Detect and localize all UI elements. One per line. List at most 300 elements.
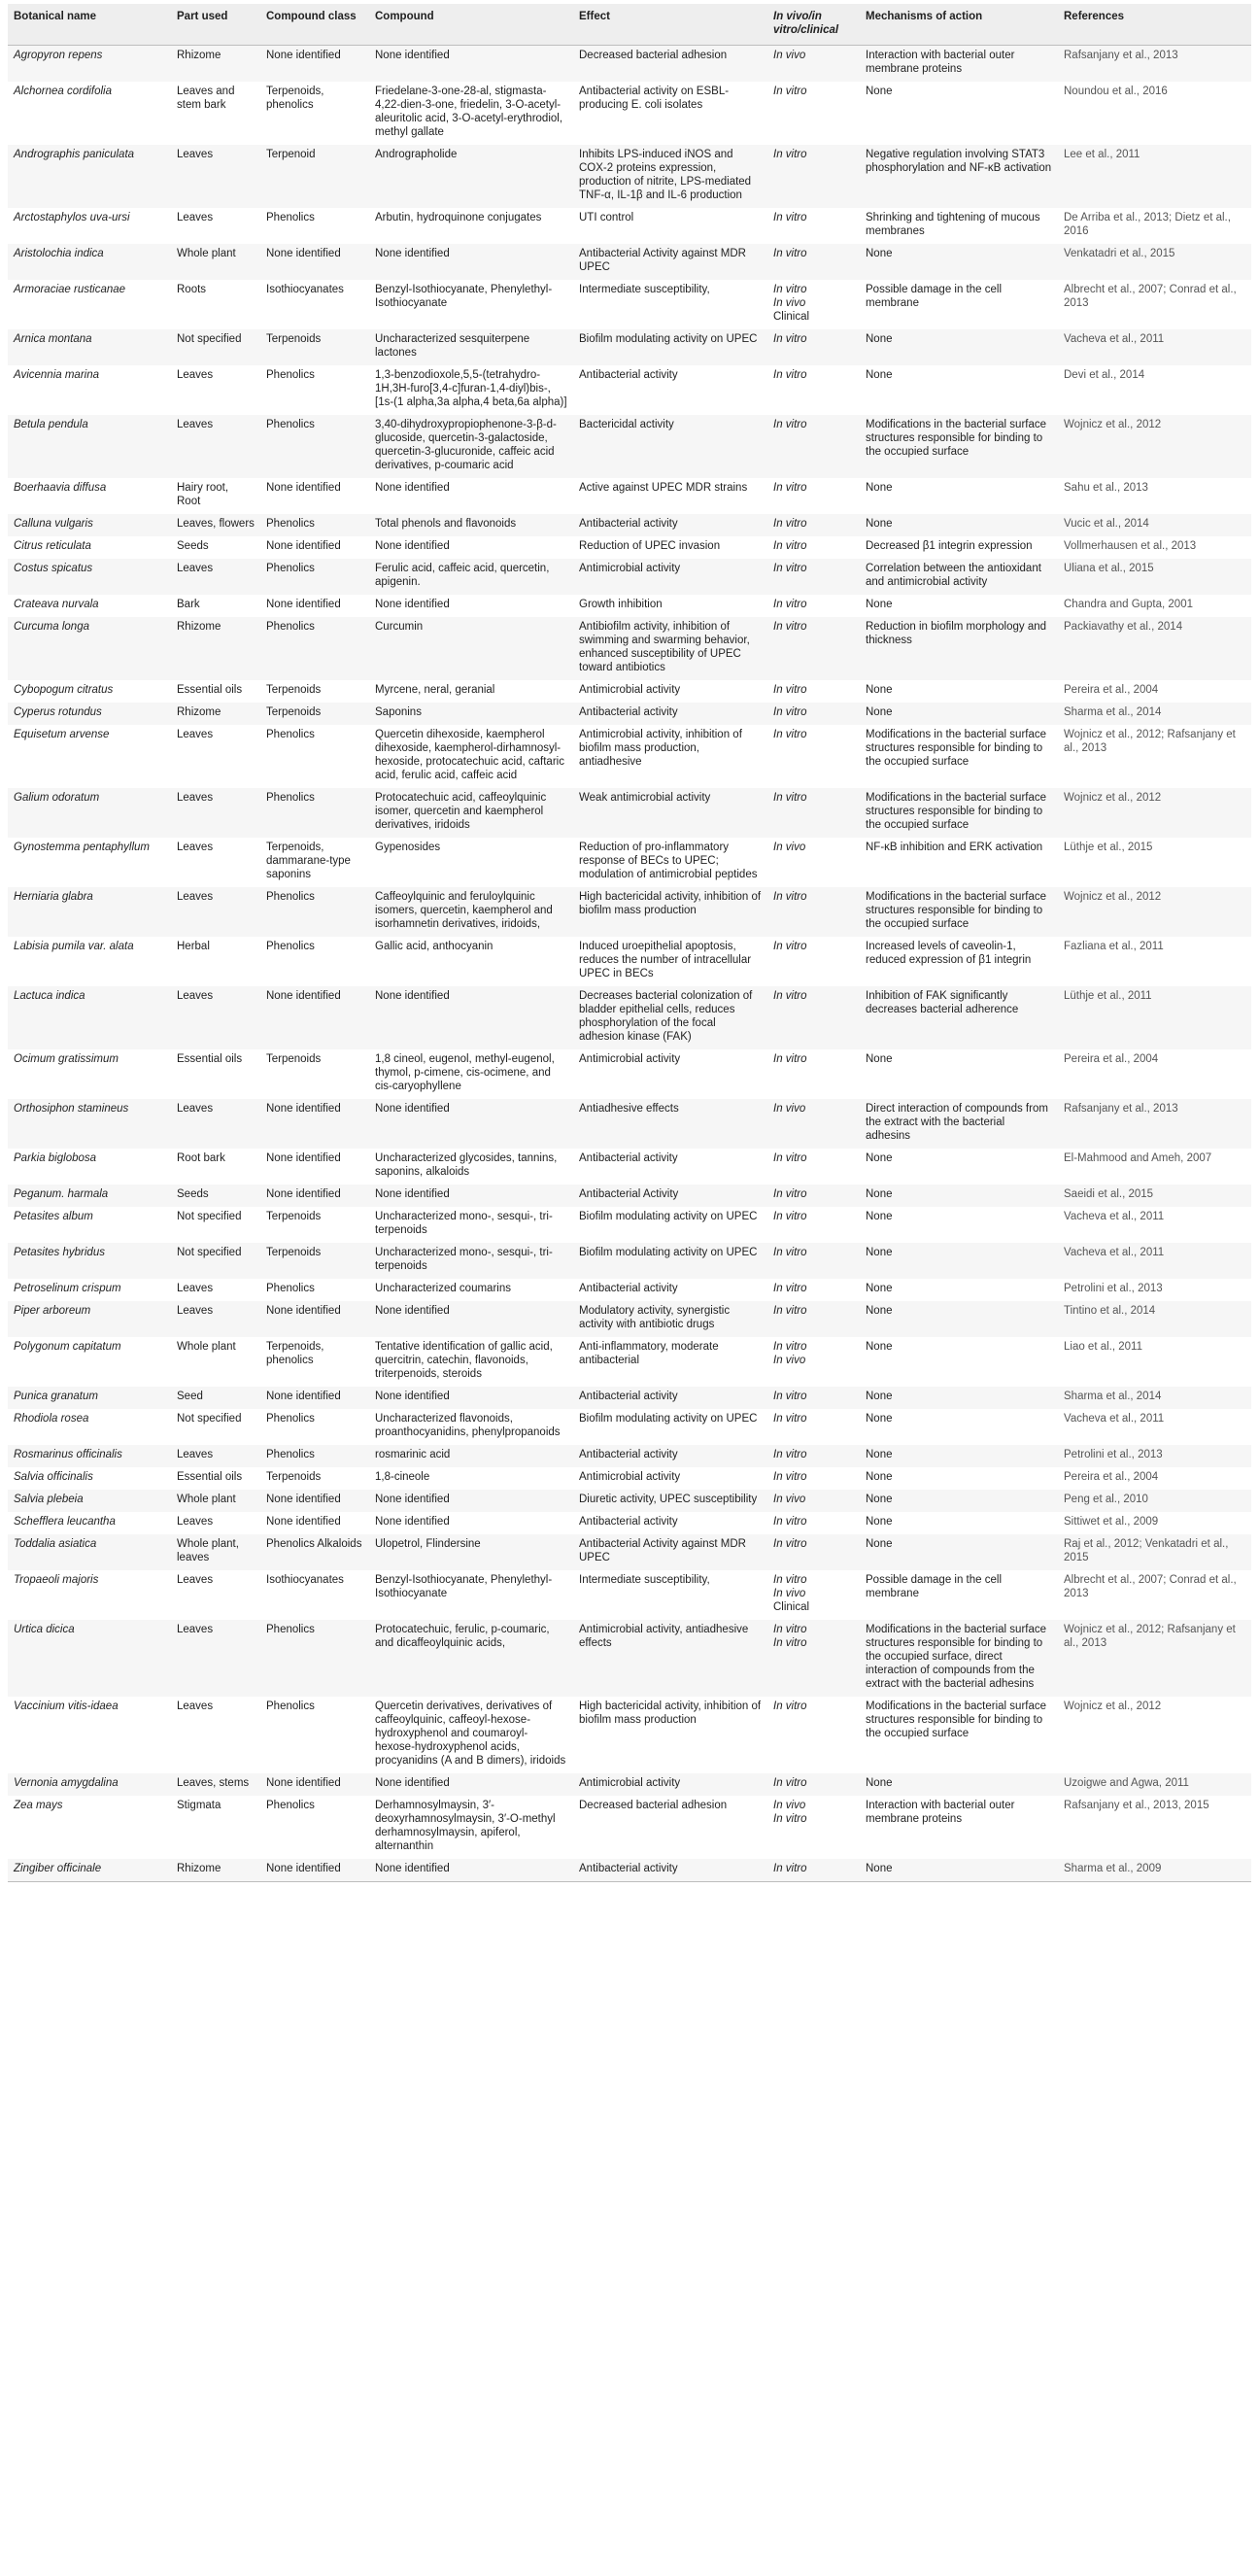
cell-compound-class: None identified xyxy=(260,1859,369,1882)
cell-effect: Growth inhibition xyxy=(573,595,767,617)
cell-effect: Inhibits LPS-induced iNOS and COX-2 proteins expression, production of nitrite, LPS-mediated TNF-α, IL-1β and IL-6 production xyxy=(573,145,767,208)
cell-study-type xyxy=(767,1512,860,1534)
cell-references[interactable]: Devi et al., 2014 xyxy=(1058,365,1251,415)
cell-compound: Benzyl-Isothiocyanate, Phenylethyl-Isothiocyanate xyxy=(369,1570,573,1620)
table-header xyxy=(8,4,1251,46)
cell-mechanism: Reduction in biofilm morphology and thickness xyxy=(860,617,1058,680)
table-row xyxy=(8,1445,1251,1467)
cell-study-type xyxy=(767,1796,860,1859)
cell-mechanism: Modifications in the bacterial surface structures responsible for binding to the occupied surface, direct interaction of compounds from the extract with the bacterial adhesins xyxy=(860,1620,1058,1697)
study-type-label: In vitro xyxy=(773,149,807,160)
cell-botanical-name: Galium odoratum xyxy=(8,788,171,838)
cell-compound: None identified xyxy=(369,1512,573,1534)
cell-study-type xyxy=(767,1445,860,1467)
cell-compound: Arbutin, hydroquinone conjugates xyxy=(369,208,573,244)
cell-compound-class: None identified xyxy=(260,244,369,280)
cell-references[interactable]: Sahu et al., 2013 xyxy=(1058,478,1251,514)
cell-mechanism: Negative regulation involving STAT3 phosphorylation and NF-κB activation xyxy=(860,145,1058,208)
table-row xyxy=(8,536,1251,559)
cell-compound: Quercetin derivatives, derivatives of caffeoylquinic, caffeoyl-hexose-hydroxyphenol and coumaroyl-hexose-hydroxyphenol acids, procyanidins (A and B dimers), iridoids xyxy=(369,1697,573,1773)
table-row xyxy=(8,1387,1251,1409)
cell-mechanism: Interaction with bacterial outer membrane proteins xyxy=(860,46,1058,83)
cell-effect: Anti-inflammatory, moderate antibacterial xyxy=(573,1337,767,1387)
study-type-label: In vitro xyxy=(773,990,807,1002)
cell-part-used: Herbal xyxy=(171,937,260,986)
cell-mechanism: Modifications in the bacterial surface structures responsible for binding to the occupied surface xyxy=(860,415,1058,478)
cell-botanical-name: Piper arboreum xyxy=(8,1301,171,1337)
table-body xyxy=(8,46,1251,1882)
cell-mechanism: Increased levels of caveolin-1, reduced expression of β1 integrin xyxy=(860,937,1058,986)
cell-references[interactable]: Fazliana et al., 2011 xyxy=(1058,937,1251,986)
cell-study-type xyxy=(767,1534,860,1570)
cell-part-used: Leaves xyxy=(171,1301,260,1337)
cell-mechanism: Shrinking and tightening of mucous membranes xyxy=(860,208,1058,244)
cell-effect: Biofilm modulating activity on UPEC xyxy=(573,1207,767,1243)
cell-botanical-name: Parkia biglobosa xyxy=(8,1149,171,1185)
cell-study-type xyxy=(767,680,860,703)
cell-mechanism: Correlation between the antioxidant and antimicrobial activity xyxy=(860,559,1058,595)
cell-effect: Antimicrobial activity xyxy=(573,1467,767,1490)
cell-compound: Protocatechuic acid, caffeoylquinic isomer, quercetin and kaempherol derivatives, iridoids xyxy=(369,788,573,838)
cell-part-used: Leaves xyxy=(171,365,260,415)
cell-part-used: Leaves xyxy=(171,1570,260,1620)
cell-study-type xyxy=(767,1490,860,1512)
cell-compound: None identified xyxy=(369,46,573,83)
cell-compound: Uncharacterized sesquiterpene lactones xyxy=(369,329,573,365)
cell-compound-class: None identified xyxy=(260,1490,369,1512)
cell-compound: 3,40-dihydroxypropiophenone-3-β-d-glucoside, quercetin-3-galactoside, quercetin-3-glucuronide, caffeic acid derivatives, p-coumaric acid xyxy=(369,415,573,478)
cell-compound-class: None identified xyxy=(260,1512,369,1534)
cell-effect: Biofilm modulating activity on UPEC xyxy=(573,1409,767,1445)
cell-study-type xyxy=(767,208,860,244)
study-type-label: In vitro xyxy=(773,540,807,552)
cell-compound: rosmarinic acid xyxy=(369,1445,573,1467)
cell-part-used: Leaves xyxy=(171,559,260,595)
cell-botanical-name: Polygonum capitatum xyxy=(8,1337,171,1387)
cell-compound-class: Phenolics xyxy=(260,208,369,244)
cell-references[interactable]: Rafsanjany et al., 2013, 2015 xyxy=(1058,1796,1251,1859)
cell-compound-class: None identified xyxy=(260,986,369,1049)
cell-references[interactable]: Vacheva et al., 2011 xyxy=(1058,1409,1251,1445)
cell-study-type xyxy=(767,415,860,478)
cell-effect: Decreased bacterial adhesion xyxy=(573,1796,767,1859)
table-row xyxy=(8,1207,1251,1243)
table-row xyxy=(8,1697,1251,1773)
study-type-label: In vivo xyxy=(773,841,806,853)
cell-compound: None identified xyxy=(369,536,573,559)
cell-effect: High bactericidal activity, inhibition of biofilm mass production xyxy=(573,1697,767,1773)
table-row xyxy=(8,46,1251,83)
cell-compound: Quercetin dihexoside, kaempherol dihexoside, kaempherol-dirhamnosyl-hexoside, protocatechuic acid, caftaric acid, ferulic acid, caffeic acid xyxy=(369,725,573,788)
cell-compound: Friedelane-3-one-28-al, stigmasta-4,22-dien-3-one, friedelin, 3-O-acetyl-aleuritolic acid, 3-O-acetyl-erythrodiol, methyl gallate xyxy=(369,82,573,145)
cell-part-used: Leaves and stem bark xyxy=(171,82,260,145)
cell-compound-class: None identified xyxy=(260,1185,369,1207)
cell-references[interactable]: Noundou et al., 2016 xyxy=(1058,82,1251,145)
cell-botanical-name: Cyperus rotundus xyxy=(8,703,171,725)
table-row xyxy=(8,887,1251,937)
cell-references[interactable]: Chandra and Gupta, 2001 xyxy=(1058,595,1251,617)
cell-effect: Antibacterial activity xyxy=(573,703,767,725)
cell-part-used: Rhizome xyxy=(171,46,260,83)
cell-references[interactable]: Sharma et al., 2014 xyxy=(1058,703,1251,725)
table-row xyxy=(8,1796,1251,1859)
study-type-label: In vitro xyxy=(773,333,807,345)
table-row xyxy=(8,1185,1251,1207)
cell-botanical-name: Aristolochia indica xyxy=(8,244,171,280)
cell-references[interactable]: Peng et al., 2010 xyxy=(1058,1490,1251,1512)
cell-references[interactable]: Pereira et al., 2004 xyxy=(1058,1467,1251,1490)
cell-part-used: Whole plant, leaves xyxy=(171,1534,260,1570)
cell-effect: Antimicrobial activity, inhibition of biofilm mass production, antiadhesive xyxy=(573,725,767,788)
cell-effect: Bactericidal activity xyxy=(573,415,767,478)
study-type-label: In vitro xyxy=(773,1700,807,1712)
cell-references[interactable]: Vacheva et al., 2011 xyxy=(1058,329,1251,365)
cell-compound-class: Terpenoids xyxy=(260,1467,369,1490)
study-type-label: In vivo xyxy=(773,297,806,309)
cell-botanical-name: Arctostaphylos uva-ursi xyxy=(8,208,171,244)
cell-study-type xyxy=(767,838,860,887)
cell-study-type xyxy=(767,1185,860,1207)
table-row xyxy=(8,788,1251,838)
cell-part-used: Essential oils xyxy=(171,1049,260,1099)
cell-references[interactable]: Albrecht et al., 2007; Conrad et al., 2013 xyxy=(1058,1570,1251,1620)
table-row xyxy=(8,595,1251,617)
cell-compound-class: Phenolics xyxy=(260,365,369,415)
cell-part-used: Leaves xyxy=(171,887,260,937)
cell-part-used: Leaves xyxy=(171,1279,260,1301)
table-row xyxy=(8,478,1251,514)
table-row xyxy=(8,415,1251,478)
cell-botanical-name: Armoraciae rusticanae xyxy=(8,280,171,329)
cell-mechanism: None xyxy=(860,1773,1058,1796)
cell-references[interactable]: Vucic et al., 2014 xyxy=(1058,514,1251,536)
cell-references[interactable]: Wojnicz et al., 2012 xyxy=(1058,1697,1251,1773)
cell-compound: Derhamnosylmaysin, 3′-deoxyrhamnosylmaysin, 3′-O-methyl derhamnosylmaysin, apiferol, alternanthin xyxy=(369,1796,573,1859)
cell-compound: None identified xyxy=(369,1099,573,1149)
cell-compound: Caffeoylquinic and feruloylquinic isomers, quercetin, kaempherol and isorhamnetin derivatives, iridoids, xyxy=(369,887,573,937)
cell-compound-class: None identified xyxy=(260,595,369,617)
cell-study-type xyxy=(767,1773,860,1796)
cell-effect: Antibacterial activity xyxy=(573,1149,767,1185)
table-row xyxy=(8,208,1251,244)
cell-botanical-name: Citrus reticulata xyxy=(8,536,171,559)
table-row xyxy=(8,703,1251,725)
cell-part-used: Not specified xyxy=(171,329,260,365)
cell-compound-class: Phenolics xyxy=(260,415,369,478)
cell-effect: Antiadhesive effects xyxy=(573,1099,767,1149)
cell-part-used: Leaves xyxy=(171,415,260,478)
cell-references[interactable]: Petrolini et al., 2013 xyxy=(1058,1445,1251,1467)
cell-part-used: Leaves xyxy=(171,725,260,788)
table-row xyxy=(8,244,1251,280)
cell-botanical-name: Petroselinum crispum xyxy=(8,1279,171,1301)
cell-compound-class: Phenolics xyxy=(260,1445,369,1467)
cell-botanical-name: Vaccinium vitis-idaea xyxy=(8,1697,171,1773)
cell-references[interactable]: Uliana et al., 2015 xyxy=(1058,559,1251,595)
cell-effect: Reduction of pro-inflammatory response of BECs to UPEC; modulation of antimicrobial peptides xyxy=(573,838,767,887)
cell-references[interactable]: Lüthje et al., 2011 xyxy=(1058,986,1251,1049)
cell-part-used: Rhizome xyxy=(171,617,260,680)
study-type-label: In vitro xyxy=(773,1574,807,1586)
cell-botanical-name: Calluna vulgaris xyxy=(8,514,171,536)
cell-part-used: Rhizome xyxy=(171,703,260,725)
cell-study-type xyxy=(767,1467,860,1490)
cell-references[interactable]: Raj et al., 2012; Venkatadri et al., 2015 xyxy=(1058,1534,1251,1570)
cell-botanical-name: Curcuma longa xyxy=(8,617,171,680)
cell-part-used: Leaves xyxy=(171,1697,260,1773)
cell-compound: None identified xyxy=(369,1387,573,1409)
cell-part-used: Leaves xyxy=(171,838,260,887)
cell-mechanism: None xyxy=(860,1387,1058,1409)
cell-effect: Reduction of UPEC invasion xyxy=(573,536,767,559)
cell-references[interactable]: Liao et al., 2011 xyxy=(1058,1337,1251,1387)
cell-references[interactable]: Wojnicz et al., 2012; Rafsanjany et al., 2013 xyxy=(1058,1620,1251,1697)
cell-effect: Diuretic activity, UPEC susceptibility xyxy=(573,1490,767,1512)
cell-compound: 1,8-cineole xyxy=(369,1467,573,1490)
cell-effect: Intermediate susceptibility, xyxy=(573,280,767,329)
cell-compound: None identified xyxy=(369,595,573,617)
cell-part-used: Hairy root, Root xyxy=(171,478,260,514)
cell-mechanism: None xyxy=(860,244,1058,280)
cell-botanical-name: Ocimum gratissimum xyxy=(8,1049,171,1099)
cell-botanical-name: Avicennia marina xyxy=(8,365,171,415)
cell-botanical-name: Agropyron repens xyxy=(8,46,171,83)
cell-references[interactable]: Pereira et al., 2004 xyxy=(1058,680,1251,703)
study-type-label: In vivo xyxy=(773,1800,806,1811)
cell-compound-class: Phenolics xyxy=(260,1279,369,1301)
study-type-label: In vitro xyxy=(773,369,807,381)
cell-part-used: Leaves, stems xyxy=(171,1773,260,1796)
cell-references[interactable]: Rafsanjany et al., 2013 xyxy=(1058,46,1251,83)
cell-references[interactable]: Wojnicz et al., 2012 xyxy=(1058,415,1251,478)
header-part-used: Part used xyxy=(171,4,260,46)
cell-effect: UTI control xyxy=(573,208,767,244)
cell-study-type xyxy=(767,1697,860,1773)
cell-part-used: Leaves xyxy=(171,986,260,1049)
cell-botanical-name: Schefflera leucantha xyxy=(8,1512,171,1534)
cell-study-type xyxy=(767,1301,860,1337)
cell-compound-class: None identified xyxy=(260,1387,369,1409)
study-type-label: In vivo xyxy=(773,1103,806,1115)
study-type-label: In vitro xyxy=(773,1538,807,1550)
cell-botanical-name: Salvia plebeia xyxy=(8,1490,171,1512)
study-type-label: In vitro xyxy=(773,1813,807,1825)
cell-mechanism: None xyxy=(860,1512,1058,1534)
cell-part-used: Leaves xyxy=(171,1512,260,1534)
table-row xyxy=(8,514,1251,536)
cell-references[interactable]: Wojnicz et al., 2012 xyxy=(1058,788,1251,838)
study-type-label: In vitro xyxy=(773,1777,807,1789)
cell-study-type xyxy=(767,1570,860,1620)
cell-study-type xyxy=(767,1859,860,1882)
cell-compound-class: None identified xyxy=(260,1099,369,1149)
study-type-label: In vitro xyxy=(773,284,807,295)
cell-effect: Intermediate susceptibility, xyxy=(573,1570,767,1620)
cell-compound-class: Terpenoids, dammarane-type saponins xyxy=(260,838,369,887)
cell-compound-class: Terpenoids xyxy=(260,1207,369,1243)
cell-botanical-name: Betula pendula xyxy=(8,415,171,478)
cell-compound-class: Phenolics xyxy=(260,514,369,536)
cell-mechanism: None xyxy=(860,1859,1058,1882)
table-row xyxy=(8,559,1251,595)
cell-study-type xyxy=(767,145,860,208)
cell-mechanism: None xyxy=(860,1243,1058,1279)
cell-compound: None identified xyxy=(369,1490,573,1512)
cell-references[interactable]: Wojnicz et al., 2012 xyxy=(1058,887,1251,937)
cell-botanical-name: Toddalia asiatica xyxy=(8,1534,171,1570)
cell-references[interactable]: Pereira et al., 2004 xyxy=(1058,1049,1251,1099)
cell-compound: Gypenosides xyxy=(369,838,573,887)
cell-part-used: Not specified xyxy=(171,1207,260,1243)
cell-references[interactable]: Lüthje et al., 2015 xyxy=(1058,838,1251,887)
cell-part-used: Leaves, flowers xyxy=(171,514,260,536)
cell-references[interactable]: Packiavathy et al., 2014 xyxy=(1058,617,1251,680)
study-type-label: In vitro xyxy=(773,1449,807,1460)
table-row xyxy=(8,1570,1251,1620)
study-type-label: In vitro xyxy=(773,1053,807,1065)
study-type-label: In vitro xyxy=(773,1247,807,1258)
table-row xyxy=(8,937,1251,986)
cell-part-used: Bark xyxy=(171,595,260,617)
cell-study-type xyxy=(767,514,860,536)
cell-references[interactable]: Uzoigwe and Agwa, 2011 xyxy=(1058,1773,1251,1796)
cell-references[interactable]: Saeidi et al., 2015 xyxy=(1058,1185,1251,1207)
cell-compound: Tentative identification of gallic acid, quercitrin, catechin, flavonoids, triterpenoids, steroids xyxy=(369,1337,573,1387)
cell-references[interactable]: Petrolini et al., 2013 xyxy=(1058,1279,1251,1301)
cell-study-type xyxy=(767,617,860,680)
cell-compound: Ferulic acid, caffeic acid, quercetin, apigenin. xyxy=(369,559,573,595)
cell-mechanism: None xyxy=(860,1301,1058,1337)
cell-part-used: Leaves xyxy=(171,788,260,838)
table-row xyxy=(8,986,1251,1049)
study-type-label: In vitro xyxy=(773,1305,807,1317)
cell-study-type xyxy=(767,887,860,937)
cell-effect: Biofilm modulating activity on UPEC xyxy=(573,329,767,365)
study-type-label: In vitro xyxy=(773,729,807,740)
cell-compound-class: None identified xyxy=(260,46,369,83)
cell-mechanism: None xyxy=(860,1445,1058,1467)
cell-part-used: Essential oils xyxy=(171,680,260,703)
cell-compound: None identified xyxy=(369,1185,573,1207)
cell-mechanism: Interaction with bacterial outer membrane proteins xyxy=(860,1796,1058,1859)
header-references: References xyxy=(1058,4,1251,46)
cell-references[interactable]: Vacheva et al., 2011 xyxy=(1058,1243,1251,1279)
cell-references[interactable]: Vacheva et al., 2011 xyxy=(1058,1207,1251,1243)
study-type-label: In vitro xyxy=(773,941,807,952)
cell-part-used: Stigmata xyxy=(171,1796,260,1859)
cell-references[interactable]: Lee et al., 2011 xyxy=(1058,145,1251,208)
cell-compound: None identified xyxy=(369,1859,573,1882)
study-type-label: In vivo xyxy=(773,1588,806,1599)
cell-compound-class: None identified xyxy=(260,536,369,559)
cell-compound: Protocatechuic, ferulic, p-coumaric, and dicaffeoylquinic acids, xyxy=(369,1620,573,1697)
table-row xyxy=(8,1149,1251,1185)
cell-mechanism: Possible damage in the cell membrane xyxy=(860,1570,1058,1620)
cell-part-used: Not specified xyxy=(171,1409,260,1445)
cell-references[interactable]: Venkatadri et al., 2015 xyxy=(1058,244,1251,280)
cell-mechanism: None xyxy=(860,703,1058,725)
cell-compound-class: None identified xyxy=(260,1773,369,1796)
cell-compound-class: Phenolics xyxy=(260,1697,369,1773)
cell-compound-class: None identified xyxy=(260,1149,369,1185)
cell-effect: Antibacterial activity xyxy=(573,1859,767,1882)
cell-compound-class: Phenolics xyxy=(260,788,369,838)
study-type-label: In vitro xyxy=(773,1863,807,1874)
cell-mechanism: Decreased β1 integrin expression xyxy=(860,536,1058,559)
study-type-label: In vivo xyxy=(773,50,806,61)
cell-mechanism: None xyxy=(860,1490,1058,1512)
cell-compound: Uncharacterized flavonoids, proanthocyanidins, phenylpropanoids xyxy=(369,1409,573,1445)
cell-botanical-name: Cybopogum citratus xyxy=(8,680,171,703)
cell-study-type xyxy=(767,478,860,514)
cell-references[interactable]: Wojnicz et al., 2012; Rafsanjany et al., 2013 xyxy=(1058,725,1251,788)
cell-compound-class: Phenolics xyxy=(260,1796,369,1859)
cell-effect: Active against UPEC MDR strains xyxy=(573,478,767,514)
cell-effect: Antibacterial activity xyxy=(573,514,767,536)
cell-compound: Ulopetrol, Flindersine xyxy=(369,1534,573,1570)
cell-references[interactable]: Sharma et al., 2009 xyxy=(1058,1859,1251,1882)
cell-study-type xyxy=(767,1149,860,1185)
cell-references[interactable]: El-Mahmood and Ameh, 2007 xyxy=(1058,1149,1251,1185)
study-type-label: In vitro xyxy=(773,1341,807,1353)
cell-part-used: Seeds xyxy=(171,536,260,559)
cell-botanical-name: Urtica dicica xyxy=(8,1620,171,1697)
cell-references[interactable]: Rafsanjany et al., 2013 xyxy=(1058,1099,1251,1149)
study-type-label: In vitro xyxy=(773,1391,807,1402)
table-row xyxy=(8,617,1251,680)
cell-effect: High bactericidal activity, inhibition of biofilm mass production xyxy=(573,887,767,937)
cell-botanical-name: Labisia pumila var. alata xyxy=(8,937,171,986)
cell-references[interactable]: De Arriba et al., 2013; Dietz et al., 2016 xyxy=(1058,208,1251,244)
table-row xyxy=(8,725,1251,788)
cell-mechanism: None xyxy=(860,680,1058,703)
cell-compound-class: Terpenoids xyxy=(260,680,369,703)
cell-mechanism: Modifications in the bacterial surface structures responsible for binding to the occupied surface xyxy=(860,1697,1058,1773)
cell-references[interactable]: Tintino et al., 2014 xyxy=(1058,1301,1251,1337)
cell-effect: Decreased bacterial adhesion xyxy=(573,46,767,83)
cell-botanical-name: Zingiber officinale xyxy=(8,1859,171,1882)
cell-effect: Antibacterial activity xyxy=(573,1279,767,1301)
cell-references[interactable]: Albrecht et al., 2007; Conrad et al., 2013 xyxy=(1058,280,1251,329)
cell-botanical-name: Gynostemma pentaphyllum xyxy=(8,838,171,887)
cell-part-used: Leaves xyxy=(171,1620,260,1697)
cell-study-type xyxy=(767,365,860,415)
cell-botanical-name: Crateava nurvala xyxy=(8,595,171,617)
cell-effect: Biofilm modulating activity on UPEC xyxy=(573,1243,767,1279)
cell-compound: Andrographolide xyxy=(369,145,573,208)
cell-effect: Induced uroepithelial apoptosis, reduces the number of intracellular UPEC in BECs xyxy=(573,937,767,986)
cell-mechanism: Possible damage in the cell membrane xyxy=(860,280,1058,329)
cell-compound: None identified xyxy=(369,1773,573,1796)
table-row xyxy=(8,1490,1251,1512)
cell-references[interactable]: Vollmerhausen et al., 2013 xyxy=(1058,536,1251,559)
study-type-label: In vitro xyxy=(773,1152,807,1164)
cell-references[interactable]: Sharma et al., 2014 xyxy=(1058,1387,1251,1409)
header-compound: Compound xyxy=(369,4,573,46)
cell-botanical-name: Vernonia amygdalina xyxy=(8,1773,171,1796)
cell-compound-class: Phenolics xyxy=(260,937,369,986)
cell-references[interactable]: Sittiwet et al., 2009 xyxy=(1058,1512,1251,1534)
cell-effect: Antibacterial activity xyxy=(573,365,767,415)
cell-botanical-name: Rhodiola rosea xyxy=(8,1409,171,1445)
cell-part-used: Leaves xyxy=(171,1099,260,1149)
header-study-type xyxy=(767,4,860,46)
cell-mechanism: None xyxy=(860,595,1058,617)
cell-study-type xyxy=(767,1207,860,1243)
table-row xyxy=(8,1243,1251,1279)
cell-compound-class: Phenolics Alkaloids xyxy=(260,1534,369,1570)
cell-study-type xyxy=(767,1099,860,1149)
